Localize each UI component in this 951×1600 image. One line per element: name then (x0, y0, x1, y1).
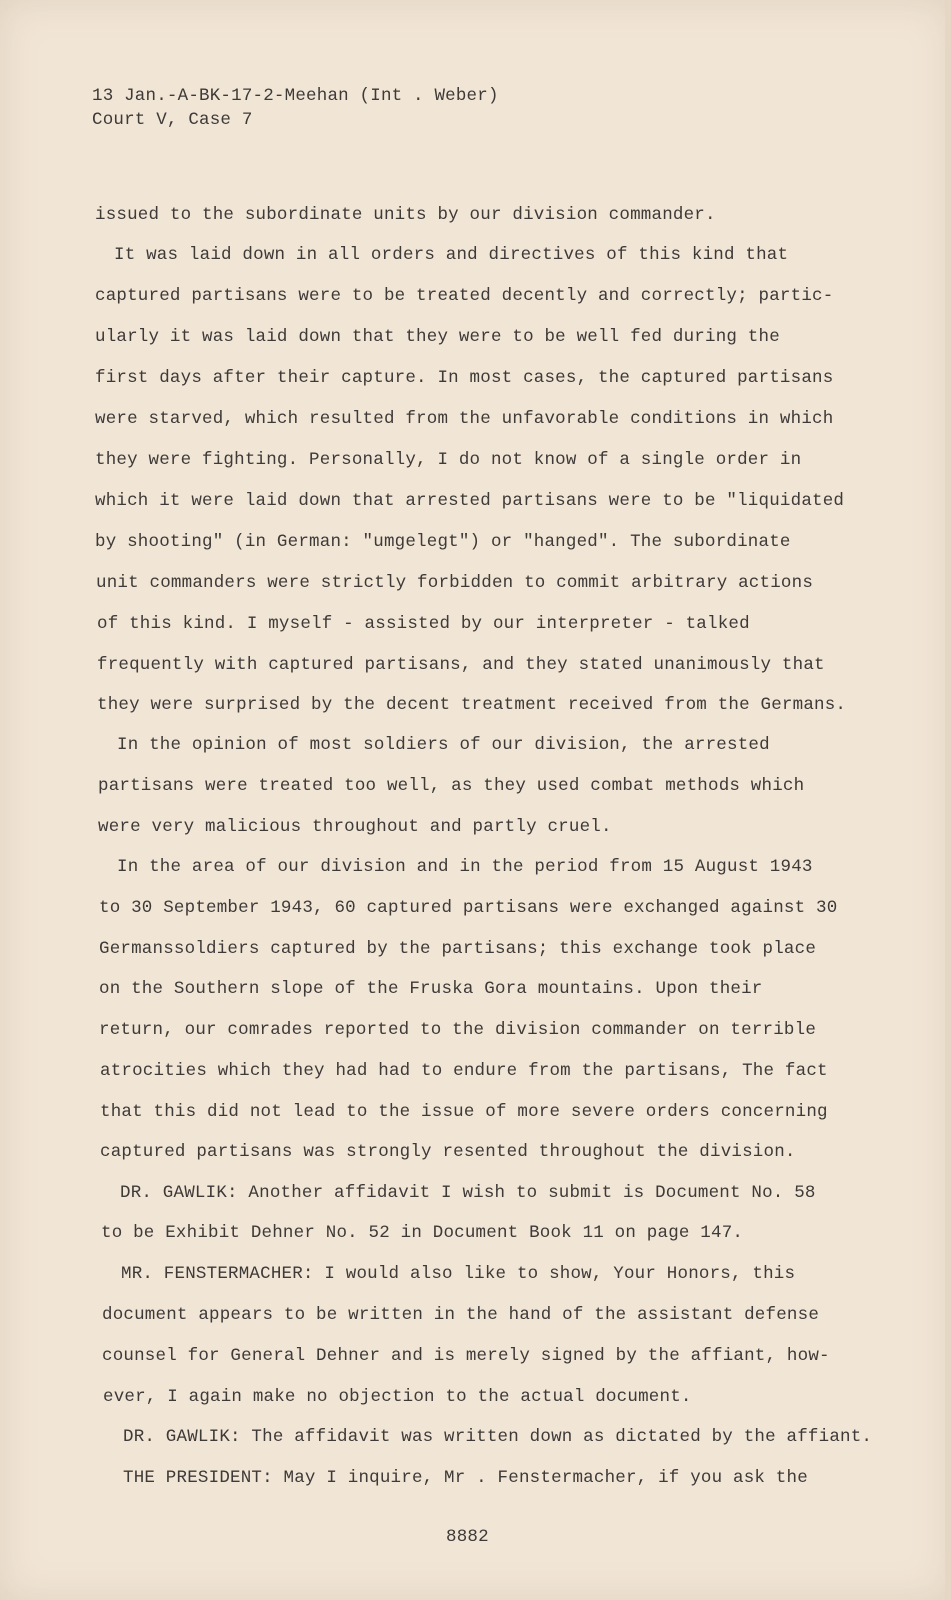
body-line: to 30 September 1943, 60 captured partisans were exchanged against 30 (99, 898, 838, 918)
body-line: of this kind. I myself - assisted by our interpreter - talked (97, 614, 750, 634)
body-line: DR. GAWLIK: The affidavit was written down as dictated by the affiant. (123, 1427, 873, 1447)
body-line: atrocities which they had had to endure from the partisans, The fact (100, 1061, 828, 1081)
page-number: 8882 (446, 1527, 489, 1547)
body-line: ularly it was laid down that they were to be well fed during the (95, 327, 780, 347)
header-line-2: Court V, Case 7 (92, 110, 253, 130)
header-line-1: 13 Jan.-A-BK-17-2-Meehan (Int . Weber) (92, 86, 499, 106)
body-line: were very malicious throughout and partly cruel. (98, 817, 612, 837)
body-line: Germanssoldiers captured by the partisans; this exchange took place (99, 939, 817, 959)
body-line: document appears to be written in the hand of the assistant defense (102, 1305, 820, 1325)
body-line: they were fighting. Personally, I do not know of a single order in (95, 450, 802, 470)
body-line: first days after their capture. In most cases, the captured partisans (95, 368, 834, 388)
body-line: ever, I again make no objection to the actual document. (103, 1387, 692, 1407)
body-line: they were surprised by the decent treatment received from the Germans. (97, 695, 847, 715)
body-line: issued to the subordinate units by our division commander. (95, 205, 716, 225)
body-line: captured partisans was strongly resented throughout the division. (100, 1142, 796, 1162)
body-line: by shooting" (in German: "umgelegt") or "hanged". The subordinate (95, 532, 791, 552)
body-line: return, our comrades reported to the division commander on terrible (99, 1020, 817, 1040)
body-line: unit commanders were strictly forbidden to commit arbitrary actions (96, 573, 814, 593)
body-line: were starved, which resulted from the unfavorable conditions in which (95, 409, 834, 429)
body-line: MR. FENSTERMACHER: I would also like to show, Your Honors, this (121, 1264, 796, 1284)
body-line: counsel for General Dehner and is merely signed by the affiant, how- (102, 1346, 830, 1366)
body-line: DR. GAWLIK: Another affidavit I wish to submit is Document No. 58 (120, 1183, 816, 1203)
body-line: partisans were treated too well, as they used combat methods which (98, 776, 805, 796)
body-line: THE PRESIDENT: May I inquire, Mr . Fenstermacher, if you ask the (123, 1468, 808, 1488)
body-line: It was laid down in all orders and directives of this kind that (114, 245, 789, 265)
body-line: on the Southern slope of the Fruska Gora mountains. Upon their (99, 979, 763, 999)
body-line: to be Exhibit Dehner No. 52 in Document Book 11 on page 147. (101, 1223, 744, 1243)
body-line: which it were laid down that arrested partisans were to be "liquidated (95, 491, 845, 511)
body-line: that this did not lead to the issue of more severe orders concerning (100, 1102, 828, 1122)
body-line: captured partisans were to be treated decently and correctly; partic- (95, 286, 834, 306)
body-line: In the opinion of most soldiers of our division, the arrested (117, 735, 770, 755)
body-line: frequently with captured partisans, and they stated unanimously that (97, 655, 825, 675)
body-line: In the area of our division and in the period from 15 August 1943 (117, 857, 813, 877)
